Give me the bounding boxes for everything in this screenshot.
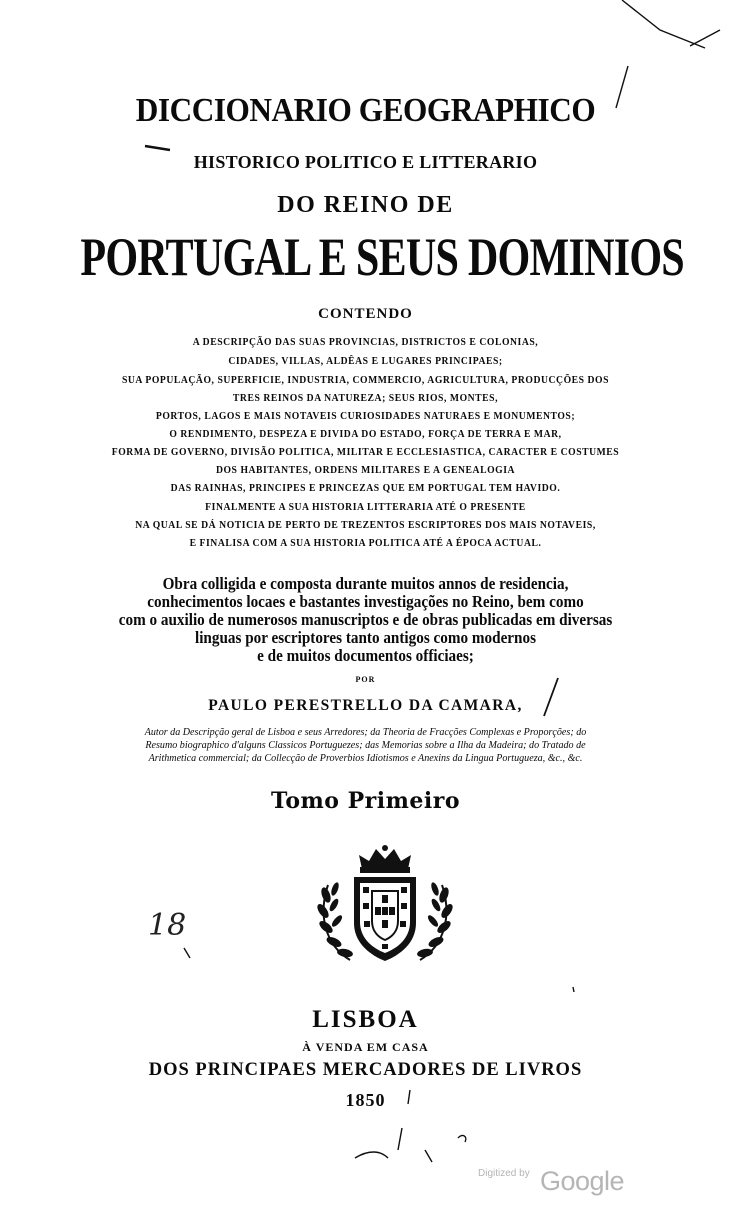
contents-line: O RENDIMENTO, DESPEZA E DIVIDA DO ESTADO, FORÇA DE TERRA E MAR, <box>169 429 562 440</box>
contents-line: SUA POPULAÇÃO, SUPERFICIE, INDUSTRIA, COMMERCIO, AGRICULTURA, PRODUCÇÕES DOS <box>121 375 610 386</box>
work-line: com o auxilio de numerosos manuscriptos e de obras publicadas em diversas <box>118 610 613 629</box>
work-line: conhecimentos locaes e bastantes investigações no Reino, bem como <box>147 592 584 611</box>
work-line: Obra colligida e composta durante muitos annos de residencia, <box>162 574 569 593</box>
kingdom-line: DO REINO DE <box>277 192 454 218</box>
main-title: DICCIONARIO GEOGRAPHICO <box>135 92 596 129</box>
contents-line: DOS HABITANTES, ORDENS MILITARES E A GENEALOGIA <box>215 465 516 476</box>
google-watermark: Google <box>540 1166 625 1196</box>
portugal-title: PORTUGAL E SEUS DOMINIOS <box>80 227 684 287</box>
author-description: Autor da Descripção geral de Lisboa e seus Arredores; da Theoria de Fracções Complexas e Proporções; do <box>144 727 587 738</box>
contents-line: TRES REINOS DA NATUREZA; SEUS RIOS, MONTES, <box>232 393 499 404</box>
contendo-heading: CONTENDO <box>318 306 413 322</box>
publishers-line: DOS PRINCIPAES MERCADORES DE LIVROS <box>148 1060 583 1080</box>
digitized-by-label: Digitized by <box>478 1168 530 1179</box>
handwritten-number: 18 <box>148 908 187 943</box>
publication-city: LISBOA <box>312 1006 419 1033</box>
publication-year: 1850 <box>345 1090 386 1110</box>
volume-label: Tomo Primeiro <box>270 788 461 814</box>
contents-line: A DESCRIPÇÃO DAS SUAS PROVINCIAS, DISTRICTOS E COLONIAS, <box>192 337 539 348</box>
contents-line: NA QUAL SE DÁ NOTICIA DE PERTO DE TREZENTOS ESCRIPTORES DOS MAIS NOTAVEIS, <box>135 520 596 531</box>
author-description: Arithmetica commercial; da Collecção de Proverbios Idiotismos e Anexins da Lingua Portugueza, &c., &c. <box>148 753 583 764</box>
author-description: Resumo biographico d'alguns Classicos Portuguezes; das Memorias sobre a Ilha da Madeira; do Tratado de <box>145 740 586 751</box>
contents-line: DAS RAINHAS, PRINCIPES E PRINCEZAS QUE EM PORTUGAL TEM HAVIDO. <box>170 483 561 494</box>
contents-line: FORMA DE GOVERNO, DIVISÃO POLITICA, MILITAR E ECCLESIASTICA, CARACTER E COSTUMES <box>111 447 620 458</box>
by-label: POR <box>355 675 376 684</box>
sale-line: À VENDA EM CASA <box>302 1040 429 1054</box>
contents-line: CIDADES, VILLAS, ALDÊAS E LUGARES PRINCIPAES; <box>228 356 503 367</box>
contents-line: FINALMENTE A SUA HISTORIA LITTERARIA ATÉ O PRESENTE <box>205 502 526 513</box>
contents-line: E FINALISA COM A SUA HISTORIA POLITICA ATÉ A ÉPOCA ACTUAL. <box>189 538 542 549</box>
subtitle: HISTORICO POLITICO E LITTERARIO <box>193 152 538 172</box>
work-line: e de muitos documentos officiaes; <box>257 646 474 665</box>
contents-line: PORTOS, LAGOS E MAIS NOTAVEIS CURIOSIDADES NATURAES E MONUMENTOS; <box>155 411 576 422</box>
work-line: linguas por escriptores tanto antigos como modernos <box>194 628 536 647</box>
author-name: PAULO PERESTRELLO DA CAMARA, <box>208 697 523 714</box>
